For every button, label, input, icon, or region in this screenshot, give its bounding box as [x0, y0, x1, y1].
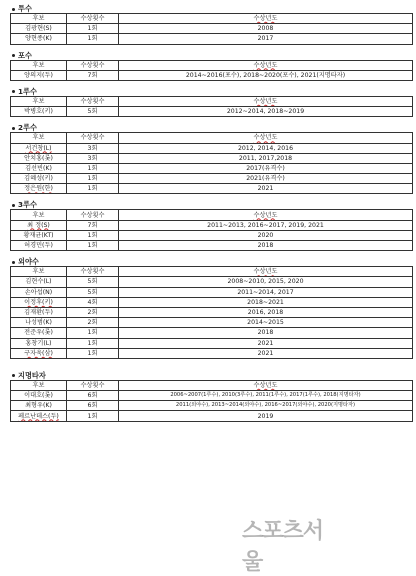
- header-count: 수상횟수: [67, 380, 119, 390]
- section-title-pitcher: [10, 4, 412, 13]
- bullet-icon: [12, 8, 15, 11]
- table-header-row: [11, 210, 413, 220]
- awards-table-outfield: [10, 266, 413, 359]
- table-row: [11, 174, 413, 184]
- table-row: [11, 153, 413, 163]
- section-title-text: 외야수: [18, 257, 39, 267]
- bullet-icon: [12, 204, 15, 207]
- cell-years: 2021: [119, 184, 413, 194]
- bullet-icon: [12, 54, 15, 57]
- cell-name: 양현종(K): [11, 34, 67, 44]
- table-row: [11, 70, 413, 80]
- header-name: 후보: [11, 380, 67, 390]
- cell-years: 2021: [119, 348, 413, 358]
- cell-count: 7회: [67, 220, 119, 230]
- cell-name: 김혜성(키): [11, 174, 67, 184]
- section-title-third-base: [10, 200, 412, 209]
- bullet-icon: [12, 374, 15, 377]
- header-years: 수상년도: [119, 380, 413, 390]
- cell-name: 전준우(롯): [11, 328, 67, 338]
- awards-table-pitcher: [10, 13, 413, 45]
- cell-years: 2011~2013, 2016~2017, 2019, 2021: [119, 220, 413, 230]
- cell-years: 2008~2010, 2015, 2020: [119, 277, 413, 287]
- section-title-text: 투수: [18, 4, 32, 13]
- bullet-icon: [12, 261, 15, 264]
- table-header-row: [11, 96, 413, 106]
- awards-table-catcher: [10, 60, 413, 81]
- header-count: 수상횟수: [67, 267, 119, 277]
- header-count: 수상횟수: [67, 133, 119, 143]
- cell-years: 2019: [119, 411, 413, 421]
- table-row: [11, 143, 413, 153]
- cell-name: 황재균(KT): [11, 230, 67, 240]
- bullet-icon: [12, 127, 15, 130]
- table-row: [11, 297, 413, 307]
- table-row: [11, 328, 413, 338]
- header-count: 수상횟수: [67, 210, 119, 220]
- cell-count: 1회: [67, 328, 119, 338]
- cell-count: 1회: [67, 184, 119, 194]
- table-header-row: [11, 14, 413, 24]
- cell-years: 2020: [119, 230, 413, 240]
- cell-count: 2회: [67, 307, 119, 317]
- cell-count: 2회: [67, 318, 119, 328]
- cell-years: 2017(유격수): [119, 163, 413, 173]
- bullet-icon: [12, 90, 15, 93]
- section-title-text: 포수: [18, 50, 32, 60]
- cell-name: 박병호(키): [11, 107, 67, 117]
- cell-name: 나성범(K): [11, 318, 67, 328]
- cell-name: 허경민(두): [11, 241, 67, 251]
- cell-name: 최 정(S): [11, 220, 67, 230]
- document-body: [10, 4, 412, 424]
- cell-count: 1회: [67, 338, 119, 348]
- table-header-row: [11, 267, 413, 277]
- cell-years: 2011, 2017,2018: [119, 153, 413, 163]
- header-count: 수상횟수: [67, 14, 119, 24]
- cell-count: 1회: [67, 34, 119, 44]
- header-count: 수상횟수: [67, 60, 119, 70]
- awards-table-first-base: [10, 96, 413, 117]
- table-row: [11, 163, 413, 173]
- cell-name: 서건창(L): [11, 143, 67, 153]
- header-count: 수상횟수: [67, 96, 119, 106]
- cell-years: 2006~2007(1루수), 2010(3루수), 2011(1루수), 2017(1루수), 2018(지명타자): [119, 391, 413, 401]
- header-name: 후보: [11, 210, 67, 220]
- section-title-text: 2루수: [18, 123, 37, 133]
- table-row: [11, 287, 413, 297]
- header-years: 수상년도: [119, 133, 413, 143]
- cell-years: 2011~2014, 2017: [119, 287, 413, 297]
- cell-count: 1회: [67, 241, 119, 251]
- cell-count: 1회: [67, 411, 119, 421]
- cell-count: 1회: [67, 174, 119, 184]
- section-title-text: 1루수: [18, 86, 37, 96]
- cell-count: 4회: [67, 297, 119, 307]
- cell-count: 6회: [67, 391, 119, 401]
- table-row: [11, 401, 413, 411]
- table-row: [11, 348, 413, 358]
- cell-name: 김현수(L): [11, 277, 67, 287]
- cell-count: 1회: [67, 348, 119, 358]
- table-row: [11, 318, 413, 328]
- awards-table-designated-hitter: [10, 380, 413, 422]
- cell-years: 2014~2016(포수), 2018~2020(포수), 2021(지명타자): [119, 70, 413, 80]
- cell-years: 2018~2021: [119, 297, 413, 307]
- table-row: [11, 184, 413, 194]
- table-row: [11, 391, 413, 401]
- cell-count: 5회: [67, 277, 119, 287]
- table-header-row: [11, 60, 413, 70]
- section-title-text: 지명타자: [18, 370, 46, 380]
- header-name: 후보: [11, 96, 67, 106]
- cell-years: 2012, 2014, 2016: [119, 143, 413, 153]
- cell-count: 1회: [67, 230, 119, 240]
- cell-count: 1회: [67, 24, 119, 34]
- cell-years: 2018: [119, 241, 413, 251]
- table-row: [11, 241, 413, 251]
- section-title-catcher: [10, 51, 412, 60]
- cell-name: 페르난데스(두): [11, 411, 67, 421]
- cell-name: 최형우(K): [11, 401, 67, 411]
- cell-count: 1회: [67, 163, 119, 173]
- header-years: 수상년도: [119, 60, 413, 70]
- table-row: [11, 230, 413, 240]
- cell-name: 구자욱(삼): [11, 348, 67, 358]
- cell-name: 김광현(S): [11, 24, 67, 34]
- header-years: 수상년도: [119, 14, 413, 24]
- cell-years: 2011(외야수), 2013~2014(외야수), 2016~2017(외야수), 2020(지명타자): [119, 401, 413, 411]
- section-title-text: 3루수: [18, 200, 37, 210]
- table-header-row: [11, 133, 413, 143]
- cell-count: 3회: [67, 153, 119, 163]
- table-row: [11, 24, 413, 34]
- cell-years: 2008: [119, 24, 413, 34]
- cell-name: 김재환(두): [11, 307, 67, 317]
- awards-table-second-base: [10, 132, 413, 194]
- cell-years: 2017: [119, 34, 413, 44]
- cell-name: 손아섭(N): [11, 287, 67, 297]
- table-row: [11, 307, 413, 317]
- header-years: 수상년도: [119, 210, 413, 220]
- cell-name: 안치홍(롯): [11, 153, 67, 163]
- cell-years: 2016, 2018: [119, 307, 413, 317]
- cell-years: 2021(유격수): [119, 174, 413, 184]
- cell-count: 5회: [67, 107, 119, 117]
- cell-years: 2014~2015: [119, 318, 413, 328]
- section-title-outfield: [10, 257, 412, 266]
- section-title-first-base: [10, 87, 412, 96]
- cell-count: 7회: [67, 70, 119, 80]
- header-name: 후보: [11, 267, 67, 277]
- header-name: 후보: [11, 14, 67, 24]
- cell-name: 이정후(키): [11, 297, 67, 307]
- header-name: 후보: [11, 60, 67, 70]
- header-years: 수상년도: [119, 267, 413, 277]
- watermark-logo: 스포츠서울: [242, 519, 324, 575]
- table-row: [11, 220, 413, 230]
- header-name: 후보: [11, 133, 67, 143]
- cell-count: 3회: [67, 143, 119, 153]
- cell-years: 2018: [119, 328, 413, 338]
- table-row: [11, 277, 413, 287]
- cell-years: 2012~2014, 2018~2019: [119, 107, 413, 117]
- table-row: [11, 338, 413, 348]
- cell-years: 2021: [119, 338, 413, 348]
- cell-name: 홍창기(L): [11, 338, 67, 348]
- header-years: 수상년도: [119, 96, 413, 106]
- cell-name: 이대호(롯): [11, 391, 67, 401]
- table-row: [11, 107, 413, 117]
- table-header-row: [11, 380, 413, 390]
- section-title-designated-hitter: [10, 371, 412, 380]
- table-row: [11, 34, 413, 44]
- cell-name: 정은원(한): [11, 184, 67, 194]
- cell-count: 6회: [67, 401, 119, 411]
- cell-count: 5회: [67, 287, 119, 297]
- table-row: [11, 411, 413, 421]
- section-title-second-base: [10, 123, 412, 132]
- cell-name: 양의지(두): [11, 70, 67, 80]
- awards-table-third-base: [10, 209, 413, 251]
- cell-name: 김선빈(K): [11, 163, 67, 173]
